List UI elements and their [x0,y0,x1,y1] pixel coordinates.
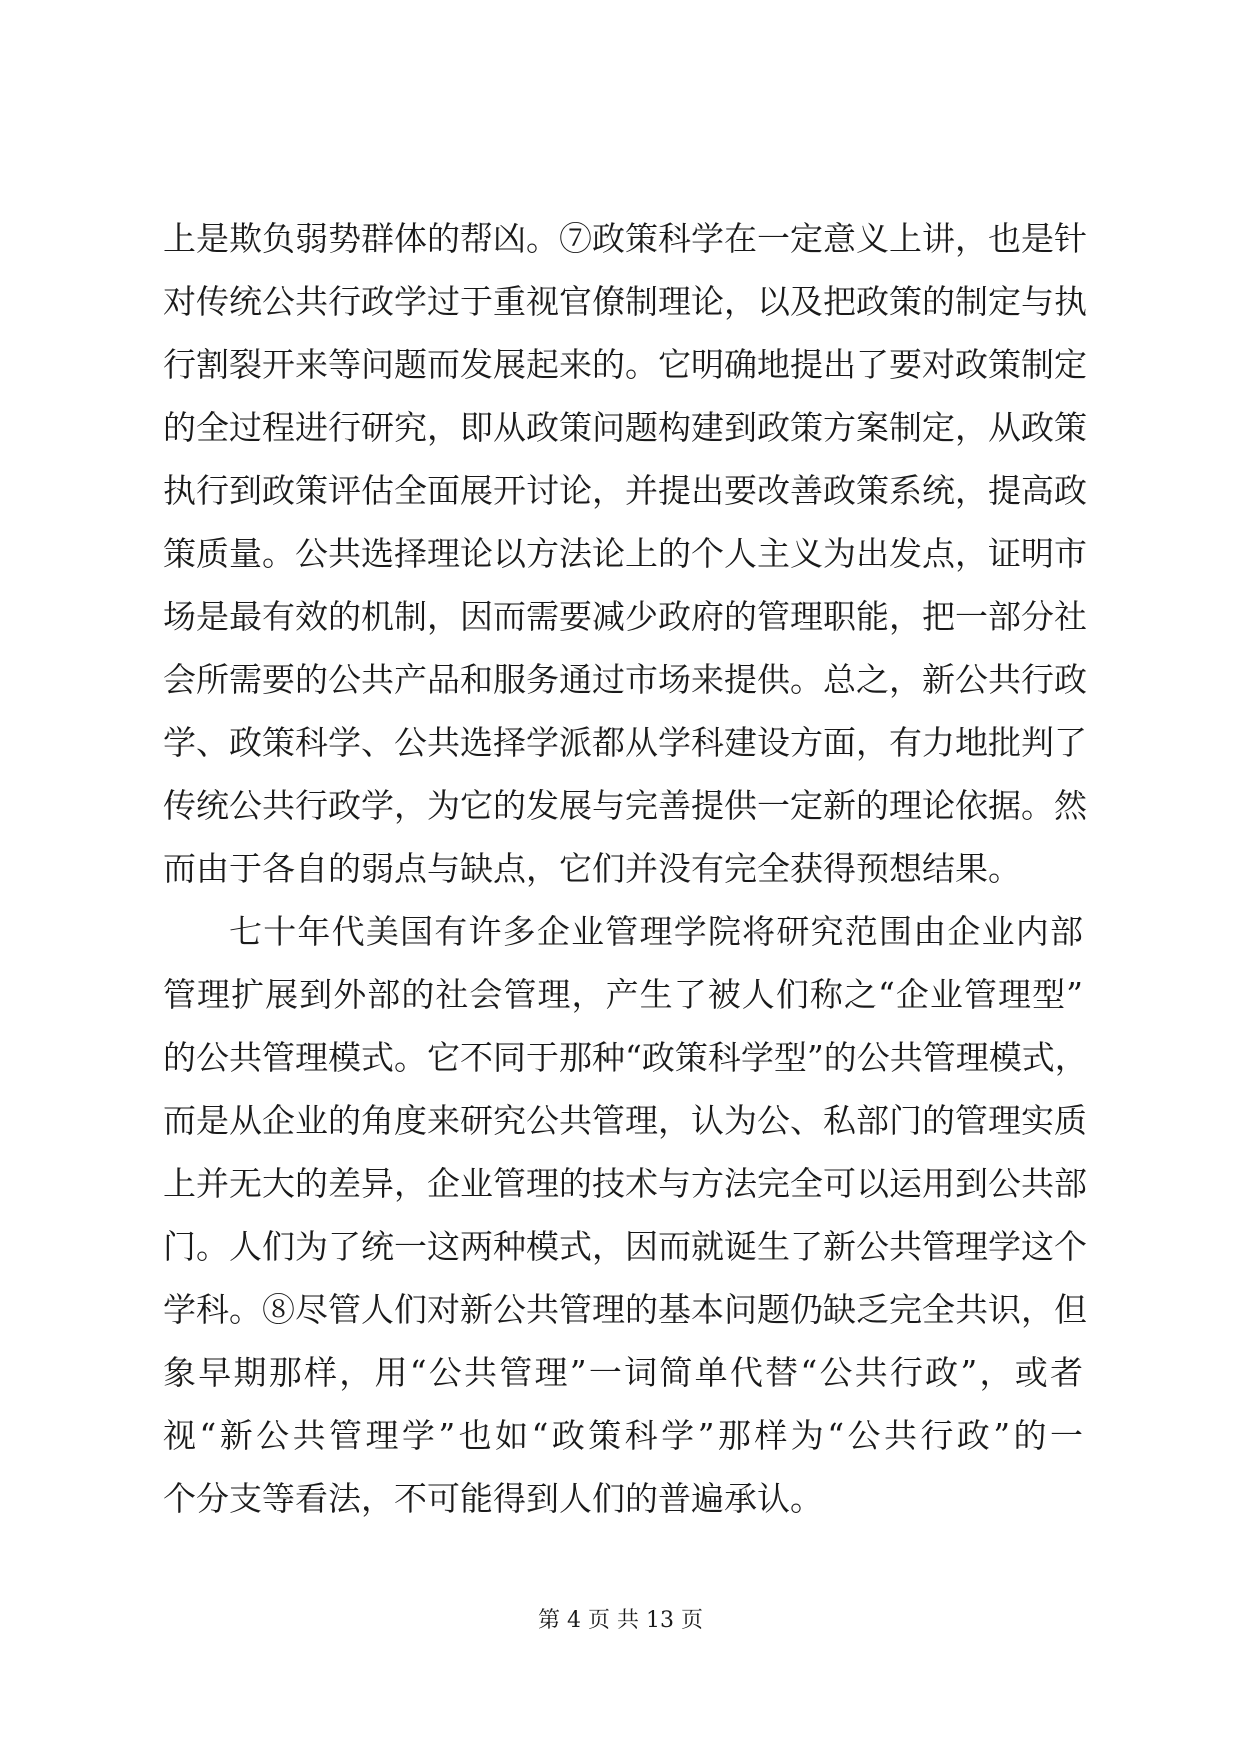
paragraph-1-line-6: 策质量。公共选择理论以方法论上的个人主义为出发点，证明市 [163,534,1087,573]
paragraph-2-line-7: 学科。⑧尽管人们对新公共管理的基本问题仍缺乏完全共识，但 [163,1290,1087,1329]
paragraph-1-line-7: 场是最有效的机制，因而需要减少政府的管理职能，把一部分社 [163,597,1087,636]
paragraph-2-line-9: 视“新公共管理学”也如“政策科学”那样为“公共行政”的一 [163,1416,1083,1455]
paragraph-2-line-5: 上并无大的差异，企业管理的技术与方法完全可以运用到公共部 [163,1164,1087,1203]
paragraph-2-line-8: 象早期那样，用“公共管理”一词简单代替“公共行政”，或者 [163,1353,1083,1392]
paragraph-1-line-1: 上是欺负弱势群体的帮凶。⑦政策科学在一定意义上讲，也是针 [163,219,1087,258]
page-number-footer: 第 4 页 共 13 页 [538,1608,703,1633]
paragraph-1-line-5: 执行到政策评估全面展开讨论，并提出要改善政策系统，提高政 [163,471,1087,510]
paragraph-2-line-3: 的公共管理模式。它不同于那种“政策科学型”的公共管理模式， [163,1038,1088,1077]
paragraph-1-line-3: 行割裂开来等问题而发展起来的。它明确地提出了要对政策制定 [163,345,1087,384]
paragraph-1-line-8: 会所需要的公共产品和服务通过市场来提供。总之，新公共行政 [163,660,1087,699]
paragraph-1-line-2: 对传统公共行政学过于重视官僚制理论，以及把政策的制定与执 [163,282,1087,321]
paragraph-2-line-4: 而是从企业的角度来研究公共管理，认为公、私部门的管理实质 [163,1101,1087,1140]
paragraph-1-line-9: 学、政策科学、公共选择学派都从学科建设方面，有力地批判了 [163,723,1087,762]
paragraph-1-line-11: 而由于各自的弱点与缺点，它们并没有完全获得预想结果。 [163,849,1021,888]
paragraph-2-line-2: 管理扩展到外部的社会管理，产生了被人们称之“企业管理型” [163,975,1083,1014]
paragraph-1-line-4: 的全过程进行研究，即从政策问题构建到政策方案制定，从政策 [163,408,1087,447]
paragraph-2-line-1: 七十年代美国有许多企业管理学院将研究范围由企业内部 [229,912,1083,951]
paragraph-2-line-6: 门。人们为了统一这两种模式，因而就诞生了新公共管理学这个 [163,1227,1087,1266]
paragraph-1-line-10: 传统公共行政学，为它的发展与完善提供一定新的理论依据。然 [163,786,1087,825]
paragraph-2-line-10: 个分支等看法，不可能得到人们的普遍承认。 [163,1479,823,1518]
